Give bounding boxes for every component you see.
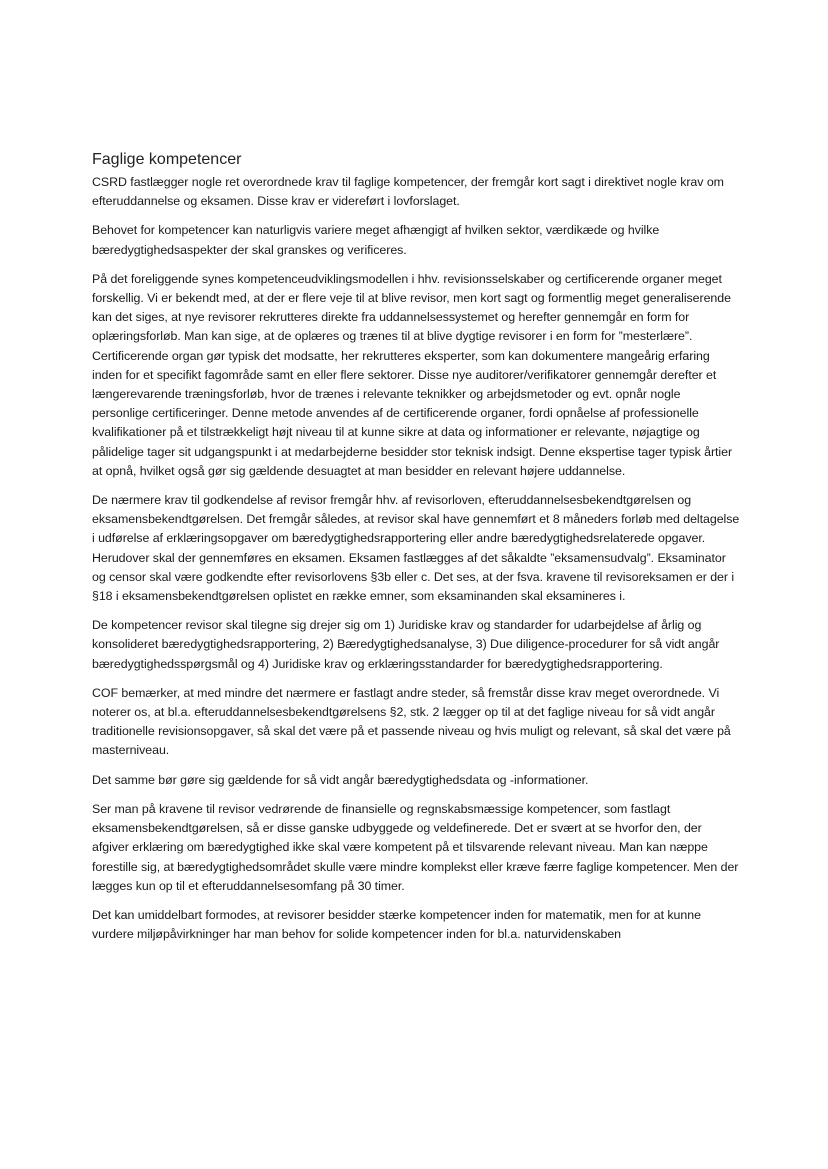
paragraph: Det kan umiddelbart formodes, at revisorer besidder stærke kompetencer inden for matematik, men for at kunne vurdere miljøpåvirkninger har man behov for solide kompetencer inden for bl.a. naturvidenskaben <box>92 907 701 942</box>
paragraph: COF bemærker, at med mindre det nærmere er fastlagt andre steder, så fremstår disse krav meget overordnede. Vi noterer os, at bl.a. efteruddannelsesbekendtgørelsens §2, stk. 2 lægger op til at det faglige niveau for så vidt angår traditionelle revisionsopgaver, så skal det være på et passende niveau og hvis muligt og relevant, så skal det være på masterniveau. <box>92 685 731 758</box>
paragraph: Ser man på kravene til revisor vedrørende de finansielle og regnskabsmæssige kompetencer, som fastlagt eksamensbekendtgørelsen, så er disse ganske udbyggede og veldefinerede. Det er svært at se hvorfor den, der afgiver erklæring om bæredygtighed ikke skal være kompetent på et tilsvarende relevant niveau. Man kan næppe forestille sig, at bæredygtighedsområdet skulle være mindre komplekst eller kræve færre faglige kompetencer. Men der lægges kun op til et efteruddannelsesomfang på 30 timer. <box>92 801 739 893</box>
paragraph: På det foreliggende synes kompetenceudviklingsmodellen i hhv. revisionsselskaber og certificerende organer meget forskellig. Vi er bekendt med, at der er flere veje til at blive revisor, men kort sagt og formentlig meget generaliserende kan det siges, at nye revisorer rekrutteres direkte fra uddannelsessystemet og herefter gennemgår en form for oplæringsforløb. Man kan sige, at de oplæres og trænes til at blive dygtige revisorer i en form for ”mesterlære”. Certificerende organ gør typisk det modsatte, her rekrutteres eksperter, som kan dokumentere mangeårig erfaring inden for et specifikt fagområde samt en eller flere sektorer. Disse nye auditorer/verifikatorer gennemgår derefter et længerevarende træningsforløb, hvor de trænes i relevante teknikker og arbejdsmetoder og evt. opnår nogle personlige certificeringer. Denne metode anvendes af de certificerende organer, fordi opnåelse af professionelle kvalifikationer på et tilstrækkeligt højt niveau til at kunne sikre at data og informationer er relevante, nøjagtige og pålidelige tager sit udgangspunkt i at medarbejderne besidder stor teknisk indsigt. Denne ekspertise tager typisk årtier at opnå, hvilket også gør sig gældende desuagtet at man besidder en relevant højere uddannelse. <box>92 271 733 478</box>
paragraph: CSRD fastlægger nogle ret overordnede krav til faglige kompetencer, der fremgår kort sagt i direktivet nogle krav om efteruddannelse og eksamen. Disse krav er videreført i lovforslaget. <box>92 175 724 209</box>
paragraph: Det samme bør gøre sig gældende for så vidt angår bæredygtighedsdata og -informationer. <box>92 772 589 787</box>
paragraph: De nærmere krav til godkendelse af revisor fremgår hhv. af revisorloven, efteruddannelsesbekendtgørelsen og eksamensbekendtgørelsen. Det fremgår således, at revisor skal have gennemført et 8 måneders forløb med deltagelse i udførelse af erklæringsopgaver om bæredygtighedsrapportering eller andre bæredygtighedsrelaterede opgaver. Herudover skal der gennemføres en eksamen. Eksamen fastlægges af det såkaldte ”eksamensudvalg”. Eksaminator og censor skal være godkendte efter revisorlovens §3b eller c. Det ses, at der fsva. kravene til revisoreksamen er der i §18 i eksamensbekendtgørelsen oplistet en række emner, som eksaminanden skal eksamineres i. <box>92 493 740 604</box>
document-body <box>92 150 740 954</box>
paragraph: De kompetencer revisor skal tilegne sig drejer sig om 1) Juridiske krav og standarder for udarbejdelse af årlig og konsolideret bæredygtighedsrapportering, 2) Bæredygtighedsanalyse, 3) Due diligence-procedurer for så vidt angår bæredygtighedsspørgsmål og 4) Juridiske krav og erklæringsstandarder for bæredygtighedsrapportering. <box>92 618 720 671</box>
paragraph: Behovet for kompetencer kan naturligvis variere meget afhængigt af hvilken sektor, værdikæde og hvilke bæredygtighedsaspekter der skal granskes og verificeres. <box>92 223 660 257</box>
section-heading: Faglige kompetencer <box>92 151 242 168</box>
